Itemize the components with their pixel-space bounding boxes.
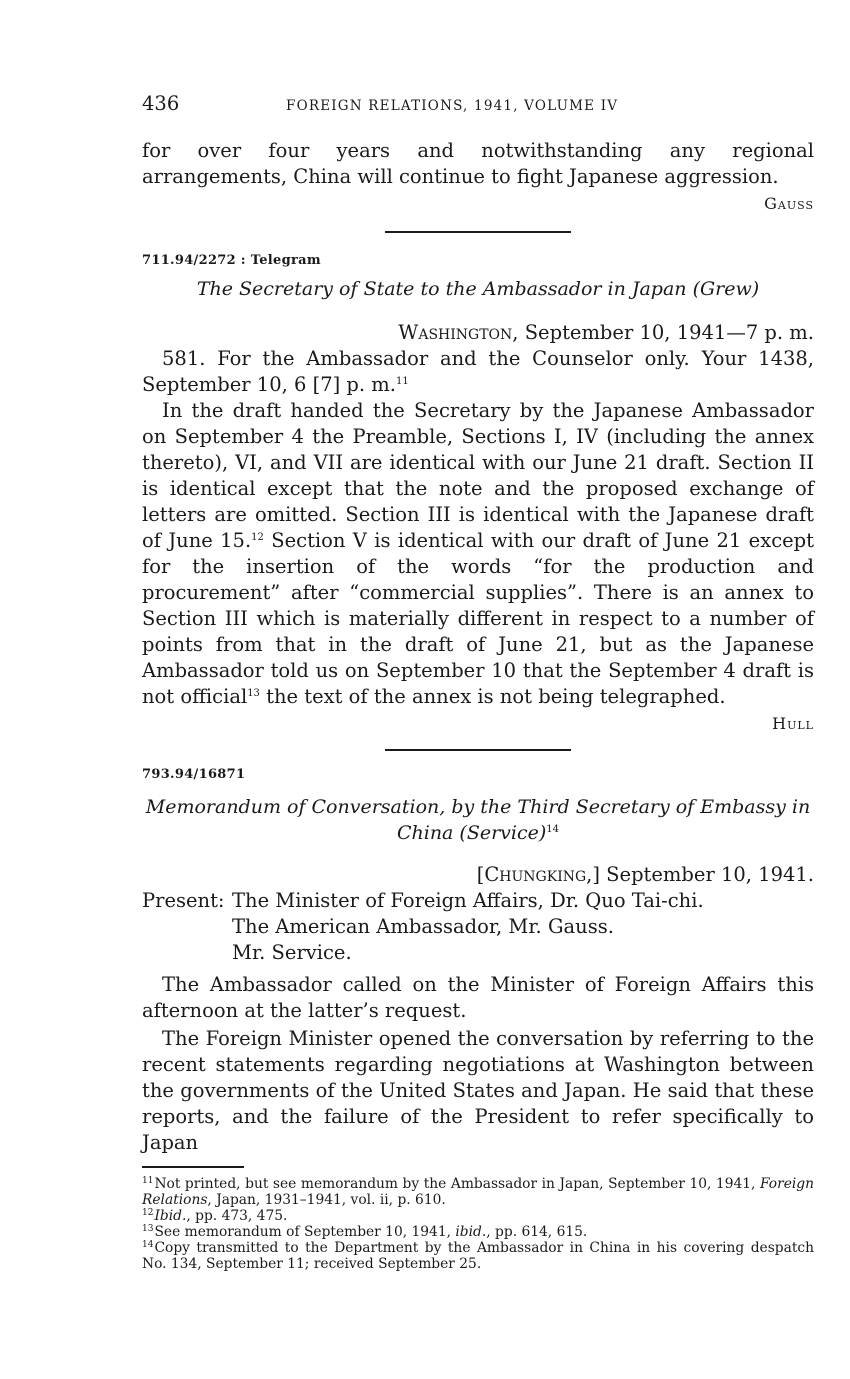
present-name: Mr. Service. [232, 941, 352, 964]
document-reference: 711.94/2272 : Telegram [142, 253, 321, 268]
section-divider [385, 231, 571, 233]
document-title: The Secretary of State to the Ambassador in Japan (Grew) [196, 278, 760, 300]
dateline-place: Washington, [398, 321, 519, 344]
footnotes [142, 1176, 814, 1272]
document-title: Memorandum of Conversation, by the Third Secretary of Embassy in China (Service)$^{14}$ [145, 796, 811, 844]
section-divider [385, 749, 571, 751]
present-name: The American Ambassador, Mr. Gauss. [232, 915, 614, 938]
present-name: The Minister of Foreign Affairs, Dr. Quo Tai-chi. [232, 889, 704, 912]
dateline [142, 320, 814, 346]
present-list [142, 888, 814, 966]
footnote-ref: 12 [251, 532, 264, 543]
memo-paragraph-1: The Ambassador called on the Minister of Foreign Affairs this afternoon at the latter’s request. [142, 973, 814, 1022]
present-label: Present: [142, 889, 225, 912]
dateline-place: [Chungking,] [476, 863, 600, 886]
continuation-paragraph: for over four years and notwithstanding any regional arrangements, China will continue to fight Japanese aggression. [142, 139, 814, 188]
dateline-date: September 10, 1941—7 p. m. [524, 321, 814, 344]
signature-hull: Hull [772, 714, 814, 733]
footnote-ref: 11 [396, 376, 409, 387]
footnote-ref: 14 [546, 824, 560, 835]
footnote-11: $^{11}$Not printed, but see memorandum by the Ambassador in Japan, September 10, 1941, Foreign Relations, Japan, 1931–1941, vol. ii, p. 610. [142, 1175, 814, 1208]
page-number: 436 [142, 92, 180, 115]
dateline [142, 862, 814, 888]
footnote-ref: 13 [247, 688, 260, 699]
document-reference: 793.94/16871 [142, 767, 246, 782]
signature-gauss: Gauss [764, 194, 814, 213]
telegram-paragraph-1: 581. For the Ambassador and the Counselor only. Your 1438, September 10, 6 [7] p. m.$^{11}$ [142, 347, 814, 396]
footnote-divider [142, 1166, 244, 1168]
dateline-date: September 10, 1941. [606, 863, 814, 886]
memo-paragraph-2: The Foreign Minister opened the conversation by referring to the recent statements regarding negotiations at Washington between the governments of the United States and Japan. He said that these reports, and the failure of the President to refer specifically to Japan [142, 1027, 814, 1154]
telegram-paragraph-2: In the draft handed the Secretary by the Japanese Ambassador on September 4 the Preamble, Sections I, IV (including the annex thereto), VI, and VII are identical with our June 21 draft. Section II is identical except that the note and the proposed exchange of letters are omitted. Section III is identical with the Japanese draft of June 15.12 Section V is identical with our draft of June 21 except for the insertion of the words “for the production and procurement” after “commercial supplies”. There is an annex to Section III which is materially different in respect to a number of points from that in the draft of June 21, but as the Japanese Ambassador told us on September 10 that the September 4 draft is not official$^{13}$ the text of the annex is not being telegraphed. [142, 399, 814, 708]
document-page [142, 88, 814, 1272]
footnote-14: $^{14}$Copy transmitted to the Department by the Ambassador in China in his covering despatch No. 134, September 11; received September 25. [142, 1239, 814, 1272]
footnote-12: $^{12}$Ibid., pp. 473, 475. [142, 1207, 288, 1224]
page-header [142, 88, 814, 118]
running-title: FOREIGN RELATIONS, 1941, VOLUME IV [286, 98, 619, 114]
footnote-13: $^{13}$See memorandum of September 10, 1941, ibid., pp. 614, 615. [142, 1223, 588, 1240]
